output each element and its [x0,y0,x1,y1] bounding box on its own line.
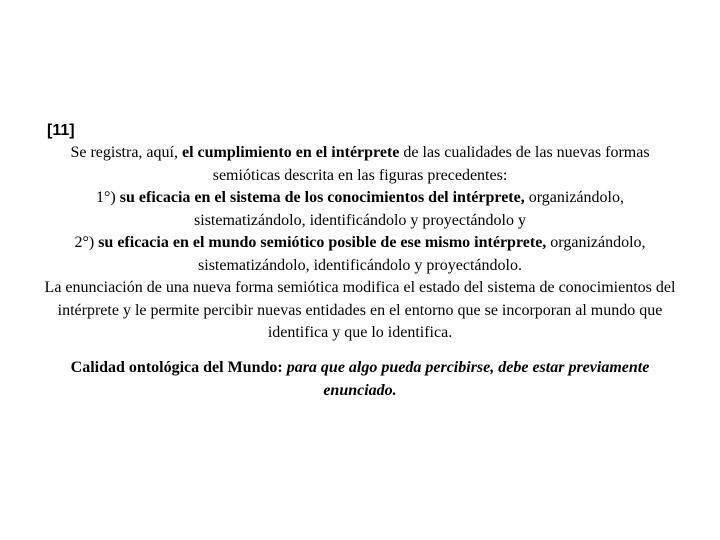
paragraph-point-1 [40,187,680,232]
point-2-number: 2°) [74,234,99,251]
slide-number: [11] [47,122,75,139]
intro-text-end: de las cualidades de las nuevas formas semióticas descrita en las figuras precedentes: [212,144,650,184]
paragraph-conclusion: La enunciación de una nueva forma semiótica modifica el estado del sistema de conocimientos del intérprete y le permite percibir nuevas entidades en el entorno que se incorporan al mundo que identifica y que lo identifica. [44,279,676,341]
point-2-bold-phrase: su eficacia en el mundo semiótico posible de ese mismo intérprete, [98,234,547,251]
intro-text-start: Se registra, aquí, [70,144,182,161]
body-text [40,142,680,345]
paragraph-intro [40,142,680,187]
paragraph-point-2 [40,232,680,277]
point-1-bold-phrase: su eficacia en el sistema de los conocimientos del intérprete, [119,189,525,206]
quality-label: Calidad ontológica del Mundo: [70,359,283,376]
quality-text: para que algo pueda percibirse, debe estar previamente enunciado. [286,359,650,399]
point-2-text: organizándolo, sistematizándolo, identificándolo y proyectándolo. [198,234,646,274]
ontological-quality-statement [60,357,660,402]
intro-bold-phrase: el cumplimiento en el intérprete [181,144,400,161]
point-1-number: 1°) [96,189,120,206]
point-1-text: organizándolo, sistematizándolo, identificándolo y proyectándolo y [194,189,624,229]
